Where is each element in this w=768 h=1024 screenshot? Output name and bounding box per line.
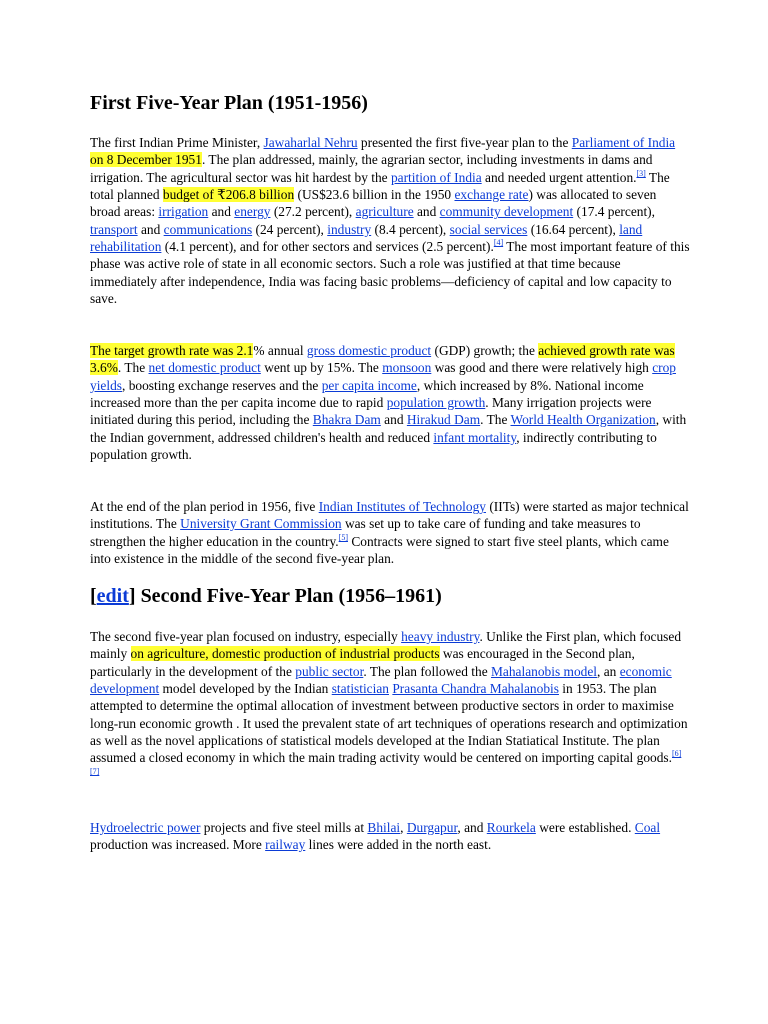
inline-link[interactable]: heavy industry: [401, 629, 480, 644]
text-run: . The: [480, 412, 511, 428]
inline-link[interactable]: agriculture: [355, 204, 414, 220]
inline-link[interactable]: Rourkela: [486, 820, 536, 835]
text-run: The second five-year plan focused on industry, especially: [90, 629, 402, 644]
edit-link[interactable]: edit: [96, 585, 129, 607]
inline-link[interactable]: Jawaharlal Nehru: [263, 135, 358, 150]
inline-link[interactable]: Durgapur: [406, 820, 458, 835]
paragraph: [90, 819, 690, 854]
highlighted-text: on agriculture, domestic production of industrial products: [130, 646, 440, 662]
text-run: The total planned: [90, 169, 670, 203]
text-run: . Many irrigation projects were initiated during this period, including the: [90, 395, 652, 428]
highlighted-text: achieved growth rate was 3.6%: [90, 343, 675, 376]
inline-link[interactable]: University Grant Commission: [180, 516, 342, 532]
citation-link[interactable]: [5]: [338, 532, 348, 542]
citation-link[interactable]: [6][7]: [90, 749, 682, 776]
text-run: . The: [117, 360, 149, 376]
inline-link[interactable]: exchange rate: [454, 187, 529, 203]
inline-link[interactable]: partition of India: [390, 169, 482, 185]
text-run: (4.1 percent), and for other sectors and services (2.5 percent).: [161, 239, 494, 255]
text-run: projects and five steel mills at: [200, 820, 368, 835]
text-run: went up by 15%. The: [260, 360, 383, 376]
citation: [494, 238, 503, 247]
inline-link[interactable]: Mahalanobis model: [491, 663, 598, 679]
inline-link[interactable]: energy: [234, 204, 271, 220]
inline-link[interactable]: population growth: [386, 395, 486, 411]
section-heading-text: Second Five-Year Plan (1956–1961): [140, 585, 442, 607]
inline-link[interactable]: Bhakra Dam: [312, 412, 381, 428]
paragraph: [90, 342, 690, 463]
text-run: (16.64 percent),: [527, 221, 620, 237]
inline-link[interactable]: net domestic product: [148, 360, 261, 376]
inline-link[interactable]: communications: [163, 221, 253, 237]
inline-link[interactable]: community development: [439, 204, 574, 220]
text-run: lines were added in the north east.: [305, 837, 492, 853]
text-run: and needed urgent attention.: [481, 169, 637, 185]
text-run: production was increased. More: [90, 837, 266, 853]
inline-link[interactable]: per capita income: [321, 377, 417, 393]
text-run: and: [413, 204, 440, 220]
text-run: (8.4 percent),: [371, 221, 450, 237]
text-run: was good and there were relatively high: [431, 360, 653, 376]
text-run: . The plan followed the: [363, 663, 492, 679]
highlighted-text: budget of ₹206.8 billion: [162, 187, 295, 203]
text-run: , indirectly contributing to population growth.: [90, 429, 657, 463]
text-run: was set up to take care of funding and take measures to strengthen the higher education in the country.: [90, 516, 641, 549]
inline-link[interactable]: crop yields: [90, 360, 676, 393]
paragraph: [90, 134, 690, 307]
text-run: (US$23.6 billion in the 1950: [294, 187, 455, 203]
text-run: was encouraged in the Second plan, particularly in the development of the: [90, 646, 635, 679]
citation-link[interactable]: [4]: [493, 238, 504, 248]
inline-link[interactable]: Hydroelectric power: [90, 820, 201, 835]
inline-link[interactable]: monsoon: [382, 360, 432, 376]
text-run: At the end of the plan period in 1956, five: [90, 499, 319, 514]
inline-link[interactable]: Coal: [634, 820, 661, 835]
inline-link[interactable]: social services: [449, 221, 528, 237]
text-run: and: [380, 412, 407, 428]
inline-link[interactable]: public sector: [295, 663, 364, 679]
highlighted-text: on 8 December 1951: [90, 152, 202, 168]
text-run: . The plan addressed, mainly, the agrarian sector, including investments in dams and irrigation. The agricultural sector was hit hardest by the: [90, 152, 653, 185]
citation-link[interactable]: [3]: [636, 168, 646, 178]
inline-link[interactable]: industry: [327, 221, 372, 237]
inline-link[interactable]: transport: [90, 221, 138, 237]
inline-link[interactable]: gross domestic product: [306, 343, 432, 358]
text-run: were established.: [535, 820, 635, 835]
text-run: (27.2 percent),: [270, 204, 356, 220]
text-run: Contracts were signed to start five steel plants, which came into existence in the middle of the second five-year plan.: [90, 533, 669, 567]
text-run: The first Indian Prime Minister,: [90, 135, 264, 150]
inline-link[interactable]: Bhilai: [367, 820, 401, 835]
text-run: The most important feature of this phase was active role of state in all economic sectors. Such a role was justified at that time because immediately after independence, India was facing basic problems—deficiency of capital and low capacity to save.: [90, 239, 690, 307]
text-run: (17.4 percent),: [573, 204, 655, 220]
text-run: (24 percent),: [252, 221, 328, 237]
text-run: (GDP) growth; the: [431, 343, 539, 358]
text-run: . Unlike the First plan, which focused mainly: [90, 629, 682, 662]
text-run: ) was allocated to seven broad areas:: [90, 187, 657, 220]
inline-link[interactable]: irrigation: [158, 204, 209, 220]
inline-link[interactable]: statistician: [331, 681, 389, 697]
inline-link[interactable]: economic development: [90, 663, 672, 697]
text-run: , which increased by 8%. National income increased more than the per capita income due to rapid: [90, 377, 644, 411]
text-run: presented the first five-year plan to the: [357, 135, 572, 150]
citation: [637, 169, 646, 178]
edit-bracket-open: [: [90, 585, 97, 607]
text-run: , an: [597, 663, 620, 679]
section-heading-first-plan: First Five-Year Plan (1951-1956): [90, 92, 368, 114]
paragraph: [90, 628, 690, 784]
text-run: model developed by the Indian: [159, 681, 332, 697]
text-run: ,: [400, 820, 407, 835]
inline-link[interactable]: infant mortality: [433, 429, 517, 445]
text-run: % annual: [253, 343, 307, 358]
citation: [339, 533, 348, 542]
highlighted-text: The target growth rate was 2.1: [90, 343, 254, 358]
edit-bracket-close: ]: [128, 585, 136, 607]
inline-link[interactable]: Parliament of India: [571, 135, 676, 150]
text-run: , and: [457, 820, 487, 835]
text-run: , boosting exchange reserves and the: [122, 377, 322, 393]
inline-link[interactable]: Prasanta Chandra Mahalanobis: [392, 681, 559, 697]
text-run: , with the Indian government, addressed children's health and reduced: [90, 412, 687, 445]
text-run: (IITs) were started as major technical institutions. The: [90, 499, 689, 532]
text-run: in 1953. The plan attempted to determine the optimal allocation of investment between productive sectors in order to maximise long-run economic growth . It used the prevalent state of art techniques of operations research and optimization as well as the novel applications of statistical models developed at the Indian Statiatical Institute. The plan assumed a closed economy in which the main trading activity would be centered on importing capital goods.: [90, 681, 688, 766]
text-run: and: [208, 204, 235, 220]
paragraph: [90, 498, 690, 567]
section-heading-second-plan: [90, 585, 442, 608]
inline-link[interactable]: railway: [265, 837, 306, 853]
inline-link[interactable]: Hirakud Dam: [406, 412, 481, 428]
text-run: and: [137, 221, 164, 237]
inline-link[interactable]: land rehabilitation: [90, 221, 643, 255]
inline-link[interactable]: Indian Institutes of Technology: [318, 499, 486, 514]
inline-link[interactable]: World Health Organization: [510, 412, 656, 428]
